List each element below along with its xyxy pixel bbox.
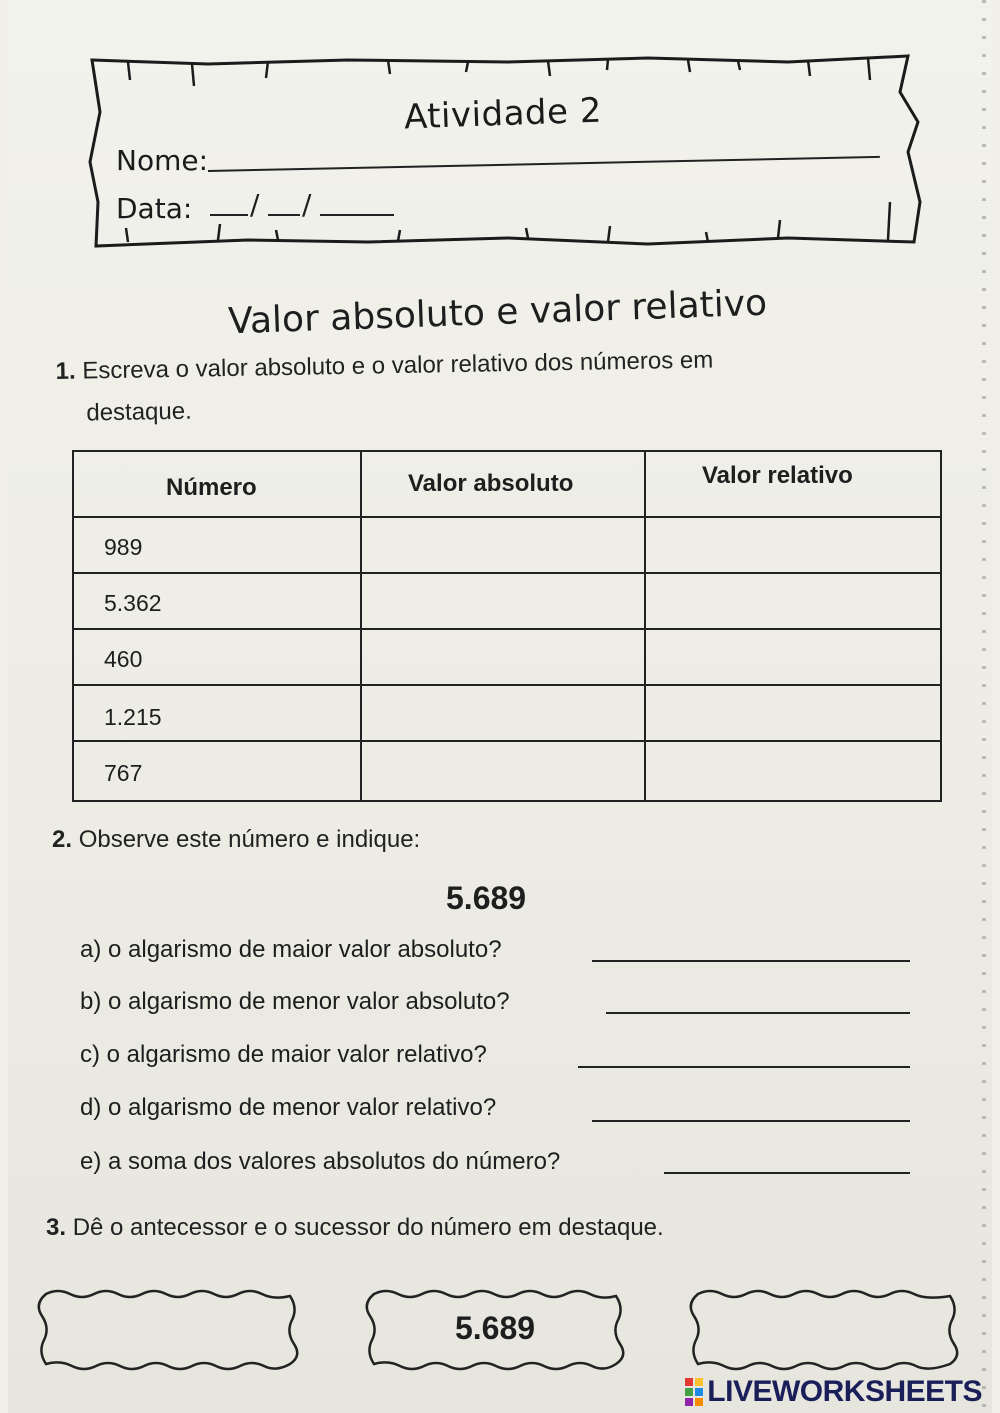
date-month-field[interactable] [268, 214, 300, 216]
question-1 [55, 344, 856, 428]
question-text: Dê o antecessor e o sucessor do número em destaque. [72, 1214, 664, 1241]
question-item-b: b) o algarismo de menor valor absoluto? [80, 988, 510, 1015]
relative-value-cell[interactable] [648, 574, 940, 626]
header-valor-relativo: Valor relativo [702, 462, 853, 489]
number-box [364, 1288, 626, 1372]
date-slash: / [250, 188, 260, 221]
question-number: 3. [46, 1214, 67, 1241]
question-text-continued: destaque. [86, 397, 192, 427]
question-2 [52, 826, 420, 854]
absolute-value-cell[interactable] [364, 742, 642, 800]
question-number: 1. [55, 357, 76, 386]
question-item-d: d) o algarismo de menor valor relativo? [80, 1094, 497, 1121]
date-label: Data: [116, 192, 193, 225]
table-row-number: 1.215 [104, 704, 162, 730]
question-3 [46, 1214, 664, 1242]
absolute-value-cell[interactable] [364, 686, 642, 738]
question-item-c: c) o algarismo de maior valor relativo? [80, 1041, 487, 1068]
wavy-border [688, 1288, 960, 1372]
column-divider [360, 452, 362, 800]
question-number: 2. [52, 826, 73, 853]
section-title: Valor absoluto e valor relativo [227, 282, 768, 343]
question-text: Escreva o valor absoluto e o valor relativo dos números em [82, 346, 714, 385]
parchment-border [88, 52, 924, 258]
answer-line-c[interactable] [578, 1066, 910, 1068]
logo-text: LIVEWORKSHEETS [707, 1375, 982, 1408]
wavy-border [36, 1288, 300, 1372]
answer-line-b[interactable] [606, 1012, 910, 1014]
logo-icon [685, 1378, 703, 1406]
column-divider [644, 452, 646, 800]
question-text: Observe este número e indique: [78, 826, 421, 853]
answer-line-d[interactable] [592, 1120, 910, 1122]
date-year-field[interactable] [320, 214, 394, 216]
activity-title: Atividade 2 [403, 90, 603, 138]
question-item-a: a) o algarismo de maior valor absoluto? [80, 936, 502, 963]
header-numero: Número [166, 474, 257, 501]
header-valor-absoluto: Valor absoluto [408, 470, 574, 497]
absolute-value-cell[interactable] [364, 518, 642, 570]
answer-line-a[interactable] [592, 960, 910, 962]
date-day-field[interactable] [210, 214, 248, 216]
center-number: 5.689 [454, 1310, 536, 1346]
predecessor-box[interactable] [36, 1288, 300, 1372]
table-row-number: 989 [104, 534, 143, 560]
featured-number: 5.689 [446, 880, 527, 916]
table-row-number: 460 [104, 646, 143, 672]
table-row-number: 5.362 [104, 590, 162, 616]
absolute-value-cell[interactable] [364, 630, 642, 682]
successor-box[interactable] [688, 1288, 960, 1372]
relative-value-cell[interactable] [648, 518, 940, 570]
values-table [72, 450, 942, 802]
table-row-number: 767 [104, 760, 143, 786]
perforation-edge [982, 0, 986, 1413]
worksheet-page [8, 0, 992, 1413]
relative-value-cell[interactable] [648, 742, 940, 800]
absolute-value-cell[interactable] [364, 574, 642, 626]
header-box [88, 52, 924, 258]
name-label: Nome: [116, 144, 209, 177]
answer-line-e[interactable] [664, 1172, 910, 1174]
question-item-e: e) a soma dos valores absolutos do número? [80, 1148, 561, 1175]
relative-value-cell[interactable] [648, 630, 940, 682]
date-slash: / [302, 188, 312, 221]
liveworksheets-logo [685, 1375, 982, 1409]
relative-value-cell[interactable] [648, 686, 940, 738]
